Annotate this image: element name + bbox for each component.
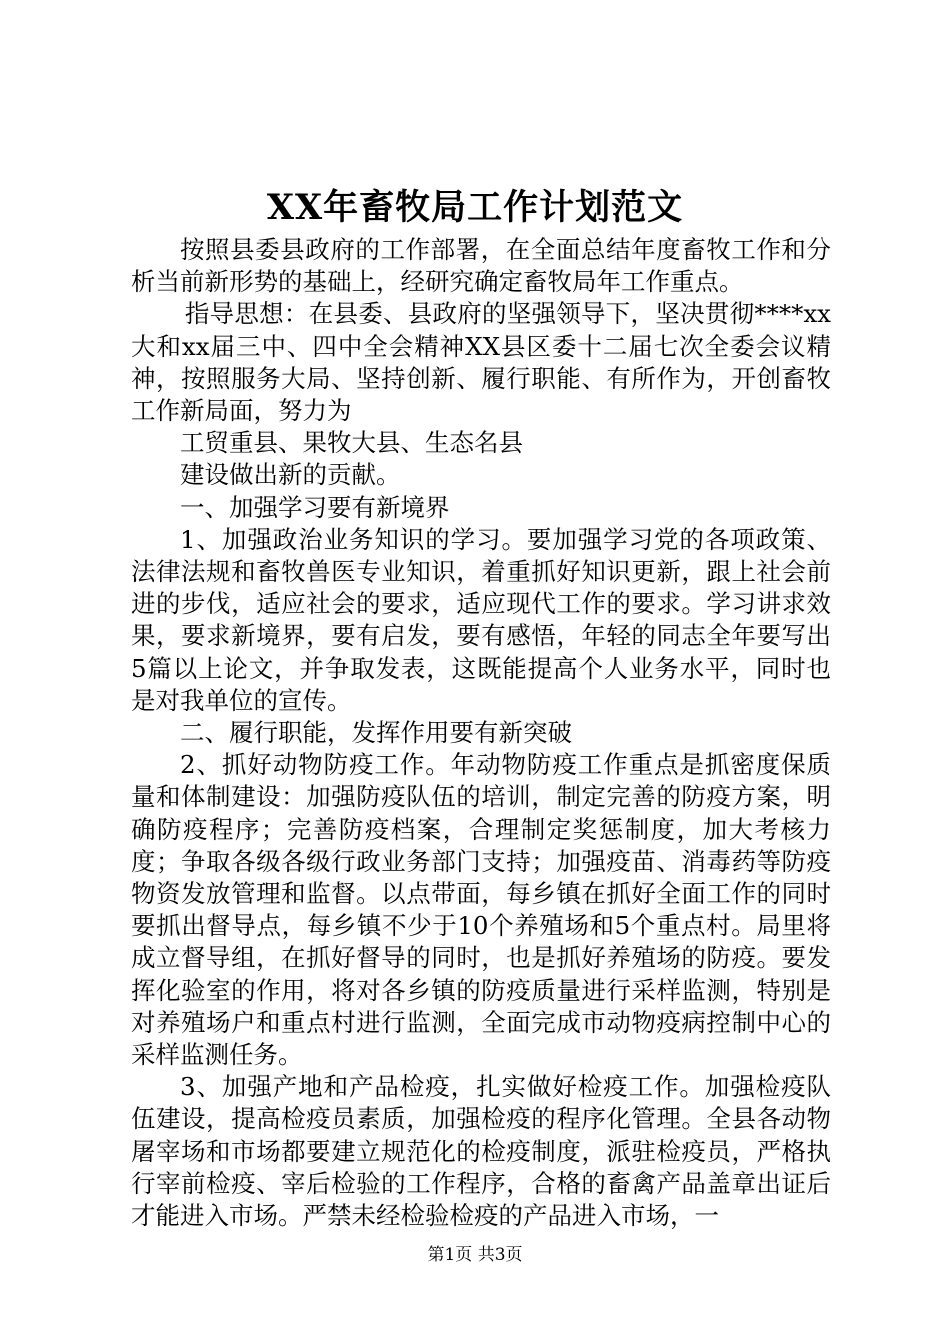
paragraph-guiding-thought: 指导思想：在县委、县政府的坚强领导下，坚决贯彻****xx大和xx届三中、四中全会精神XX县区委十二届七次全委会议精神，按照服务大局、坚持创新、履行职能、有所作为，开创畜牧工作新局面，努力为 bbox=[131, 299, 831, 426]
paragraph-item-2: 2、抓好动物防疫工作。年动物防疫工作重点是抓密度保质量和体制建设：加强防疫队伍的培训，制定完善的防疫方案，明确防疫程序；完善防疫档案，合理制定奖惩制度，加大考核力度；争取各级各级行政业务部门支持；加强疫苗、消毒药等防疫物资发放管理和监督。以点带面，每乡镇在抓好全面工作的同时要抓出督导点，每乡镇不少于10个养殖场和5个重点村。局里将成立督导组，在抓好督导的同时，也是抓好养殖场的防疫。要发挥化验室的作用，将对各乡镇的防疫质量进行采样监测，特别是对养殖场户和重点村进行监测，全面完成市动物疫病控制中心的采样监测任务。 bbox=[131, 750, 831, 1070]
section-heading-2: 二、履行职能，发挥作用要有新突破 bbox=[180, 718, 572, 748]
paragraph-contribution: 建设做出新的贡献。 bbox=[180, 460, 401, 490]
paragraph-intro: 按照县委县政府的工作部署，在全面总结年度畜牧工作和分析当前新形势的基础上，经研究确定畜牧局年工作重点。 bbox=[131, 235, 831, 297]
paragraph-item-1: 1、加强政治业务知识的学习。要加强学习党的各项政策、法律法规和畜牧兽医专业知识，着重抓好知识更新，跟上社会前进的步伐，适应社会的要求，适应现代工作的要求。学习讲求效果，要求新境界，要有启发，要有感悟，年轻的同志全年要写出5篇以上论文，并争取发表，这既能提高个人业务水平，同时也是对我单位的宣传。 bbox=[131, 524, 831, 715]
paragraph-county-goals: 工贸重县、果牧大县、生态名县 bbox=[180, 428, 523, 458]
document-title: XX年畜牧局工作计划范文 bbox=[266, 187, 684, 228]
page-footer: 第1页 共3页 bbox=[427, 1245, 523, 1265]
section-heading-1: 一、加强学习要有新境界 bbox=[180, 492, 450, 522]
document-body bbox=[131, 234, 831, 1232]
paragraph-item-3: 3、加强产地和产品检疫，扎实做好检疫工作。加强检疫队伍建设，提高检疫员素质，加强检疫的程序化管理。全县各动物屠宰场和市场都要建立规范化的检疫制度，派驻检疫员，严格执行宰前检疫、宰后检验的工作程序，合格的畜禽产品盖章出证后才能进入市场。严禁未经检验检疫的产品进入市场，一 bbox=[131, 1072, 831, 1231]
